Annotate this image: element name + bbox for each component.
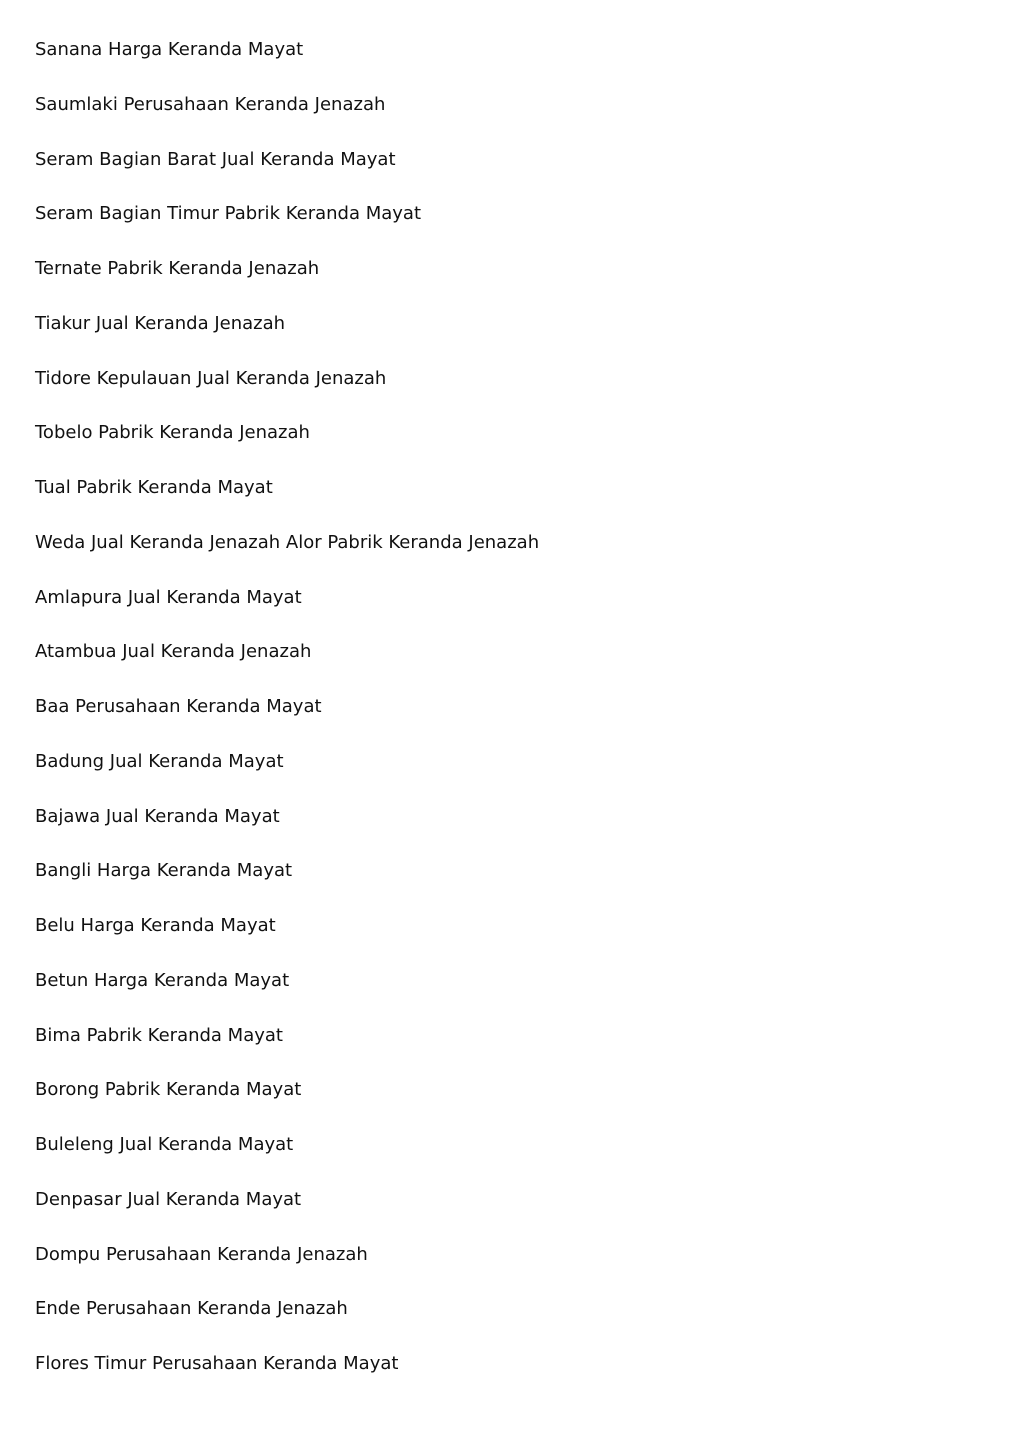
text-line-list xyxy=(35,36,539,1405)
text-line: Belu Harga Keranda Mayat xyxy=(35,915,276,936)
text-line: Ende Perusahaan Keranda Jenazah xyxy=(35,1298,348,1320)
text-line: Flores Timur Perusahaan Keranda Mayat xyxy=(35,1353,399,1374)
text-line: Sanana Harga Keranda Mayat xyxy=(35,39,304,60)
text-line: Amlapura Jual Keranda Mayat xyxy=(35,586,302,608)
text-line: Weda Jual Keranda Jenazah Alor Pabrik Keranda Jenazah xyxy=(35,531,540,553)
text-line: Dompu Perusahaan Keranda Jenazah xyxy=(35,1243,368,1265)
text-line: Bima Pabrik Keranda Mayat xyxy=(35,1024,283,1046)
text-line: Seram Bagian Barat Jual Keranda Mayat xyxy=(35,148,396,170)
text-line: Buleleng Jual Keranda Mayat xyxy=(35,1134,294,1155)
text-line: Tiakur Jual Keranda Jenazah xyxy=(35,312,286,334)
text-line: Tobelo Pabrik Keranda Jenazah xyxy=(35,422,310,444)
text-line: Betun Harga Keranda Mayat xyxy=(35,969,290,991)
text-line: Tual Pabrik Keranda Mayat xyxy=(35,477,273,498)
text-line: Seram Bagian Timur Pabrik Keranda Mayat xyxy=(35,203,422,225)
text-line: Badung Jual Keranda Mayat xyxy=(35,750,284,772)
text-line: Denpasar Jual Keranda Mayat xyxy=(35,1188,302,1210)
text-line: Atambua Jual Keranda Jenazah xyxy=(35,641,312,663)
text-line: Bangli Harga Keranda Mayat xyxy=(35,860,293,882)
text-line: Ternate Pabrik Keranda Jenazah xyxy=(35,258,320,279)
text-line: Bajawa Jual Keranda Mayat xyxy=(35,805,280,827)
text-line: Baa Perusahaan Keranda Mayat xyxy=(35,696,322,717)
text-line: Saumlaki Perusahaan Keranda Jenazah xyxy=(35,93,386,115)
text-line: Tidore Kepulauan Jual Keranda Jenazah xyxy=(35,367,387,389)
text-line: Borong Pabrik Keranda Mayat xyxy=(35,1079,302,1101)
